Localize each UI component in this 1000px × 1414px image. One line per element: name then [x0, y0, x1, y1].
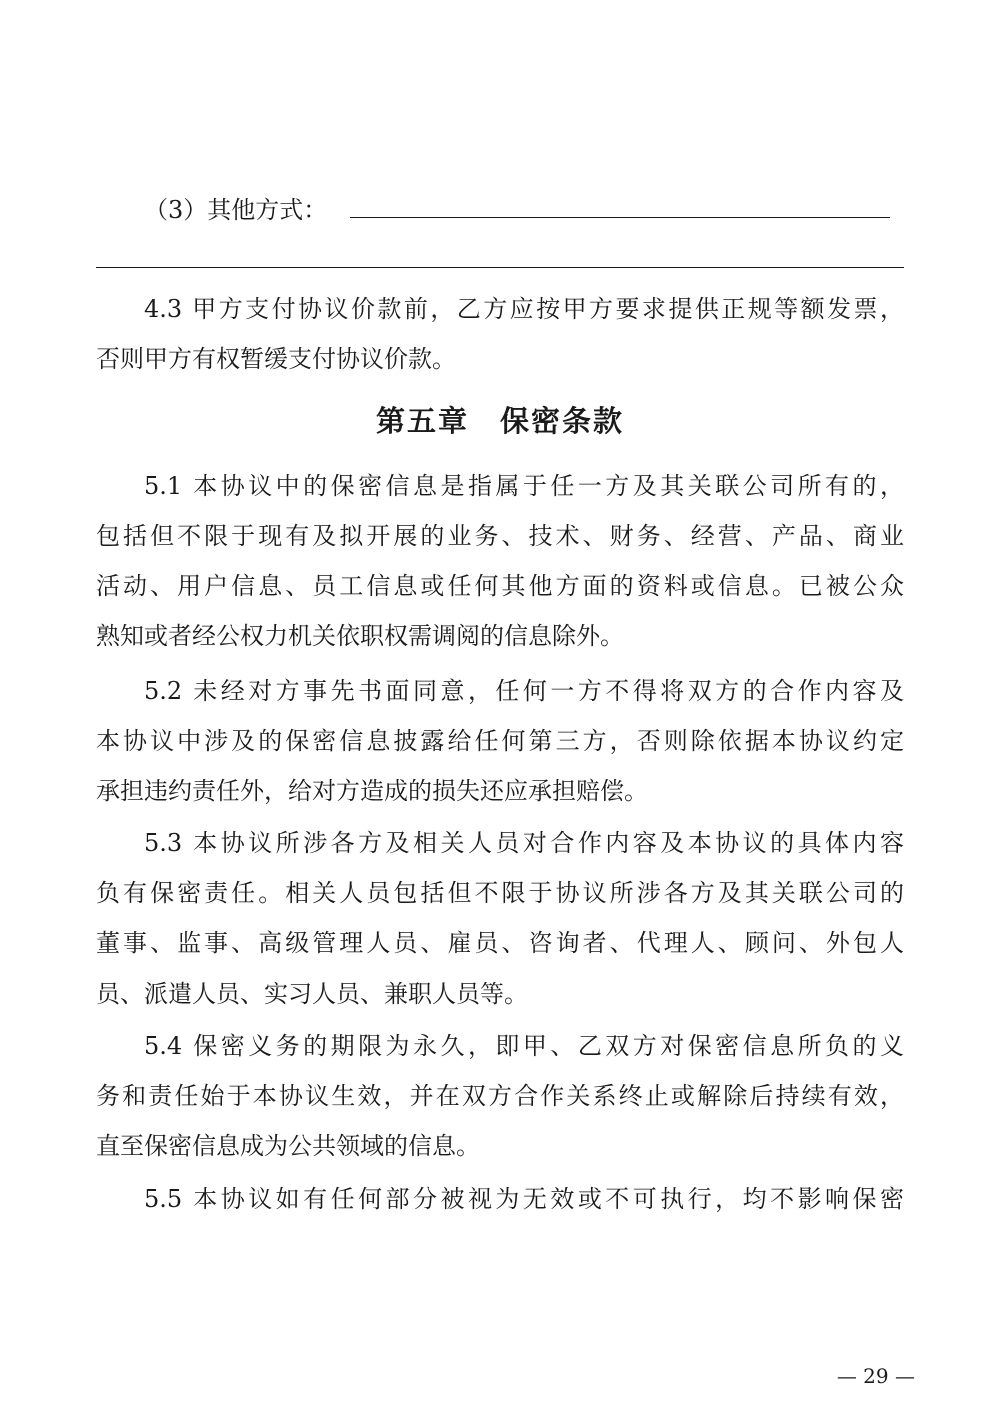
clause-5-3-line-2: 负有保密责任。相关人员包括但不限于协议所涉各方及其关联公司的: [96, 879, 904, 907]
clause-5-1-line-2: 包括但不限于现有及拟开展的业务、技术、财务、经营、产品、商业: [96, 522, 904, 550]
clause-5-3-line-4: 员、派遣人员、实习人员、兼职人员等。: [96, 980, 528, 1008]
clause-5-4-line-2: 务和责任始于本协议生效，并在双方合作关系终止或解除后持续有效，: [96, 1082, 904, 1110]
clause-5-4-line-3: 直至保密信息成为公共领域的信息。: [96, 1132, 480, 1160]
fill-in-blank-line-continued: [96, 267, 904, 268]
clause-5-4-line-1: 5.4 保密义务的期限为永久，即甲、乙双方对保密信息所负的义: [144, 1032, 904, 1060]
clause-5-2-line-1: 5.2 未经对方事先书面同意，任何一方不得将双方的合作内容及: [144, 677, 904, 705]
clause-5-5-line-1: 5.5 本协议如有任何部分被视为无效或不可执行，均不影响保密: [144, 1185, 904, 1213]
fill-in-blank-line: [350, 217, 890, 218]
clause-5-1-line-1: 5.1 本协议中的保密信息是指属于任一方及其关联公司所有的，: [144, 472, 904, 500]
clause-5-2-line-3: 承担违约责任外，给对方造成的损失还应承担赔偿。: [96, 777, 648, 805]
clause-5-3-line-3: 董事、监事、高级管理人员、雇员、咨询者、代理人、顾问、外包人: [96, 929, 904, 957]
other-method-label: （3）其他方式：: [144, 196, 328, 224]
clause-5-2-line-2: 本协议中涉及的保密信息披露给任何第三方，否则除依据本协议约定: [96, 727, 904, 755]
clause-4-3-line-2: 否则甲方有权暂缓支付协议价款。: [96, 345, 456, 373]
clause-5-1-line-3: 活动、用户信息、员工信息或任何其他方面的资料或信息。已被公众: [96, 572, 904, 600]
page-number: — 29 —: [836, 1364, 915, 1388]
chapter-title: 第五章 保密条款: [375, 404, 624, 438]
clause-5-1-line-4: 熟知或者经公权力机关依职权需调阅的信息除外。: [96, 622, 624, 650]
clause-5-3-line-1: 5.3 本协议所涉各方及相关人员对合作内容及本协议的具体内容: [144, 829, 904, 857]
clause-4-3-line-1: 4.3 甲方支付协议价款前，乙方应按甲方要求提供正规等额发票，: [144, 295, 904, 323]
